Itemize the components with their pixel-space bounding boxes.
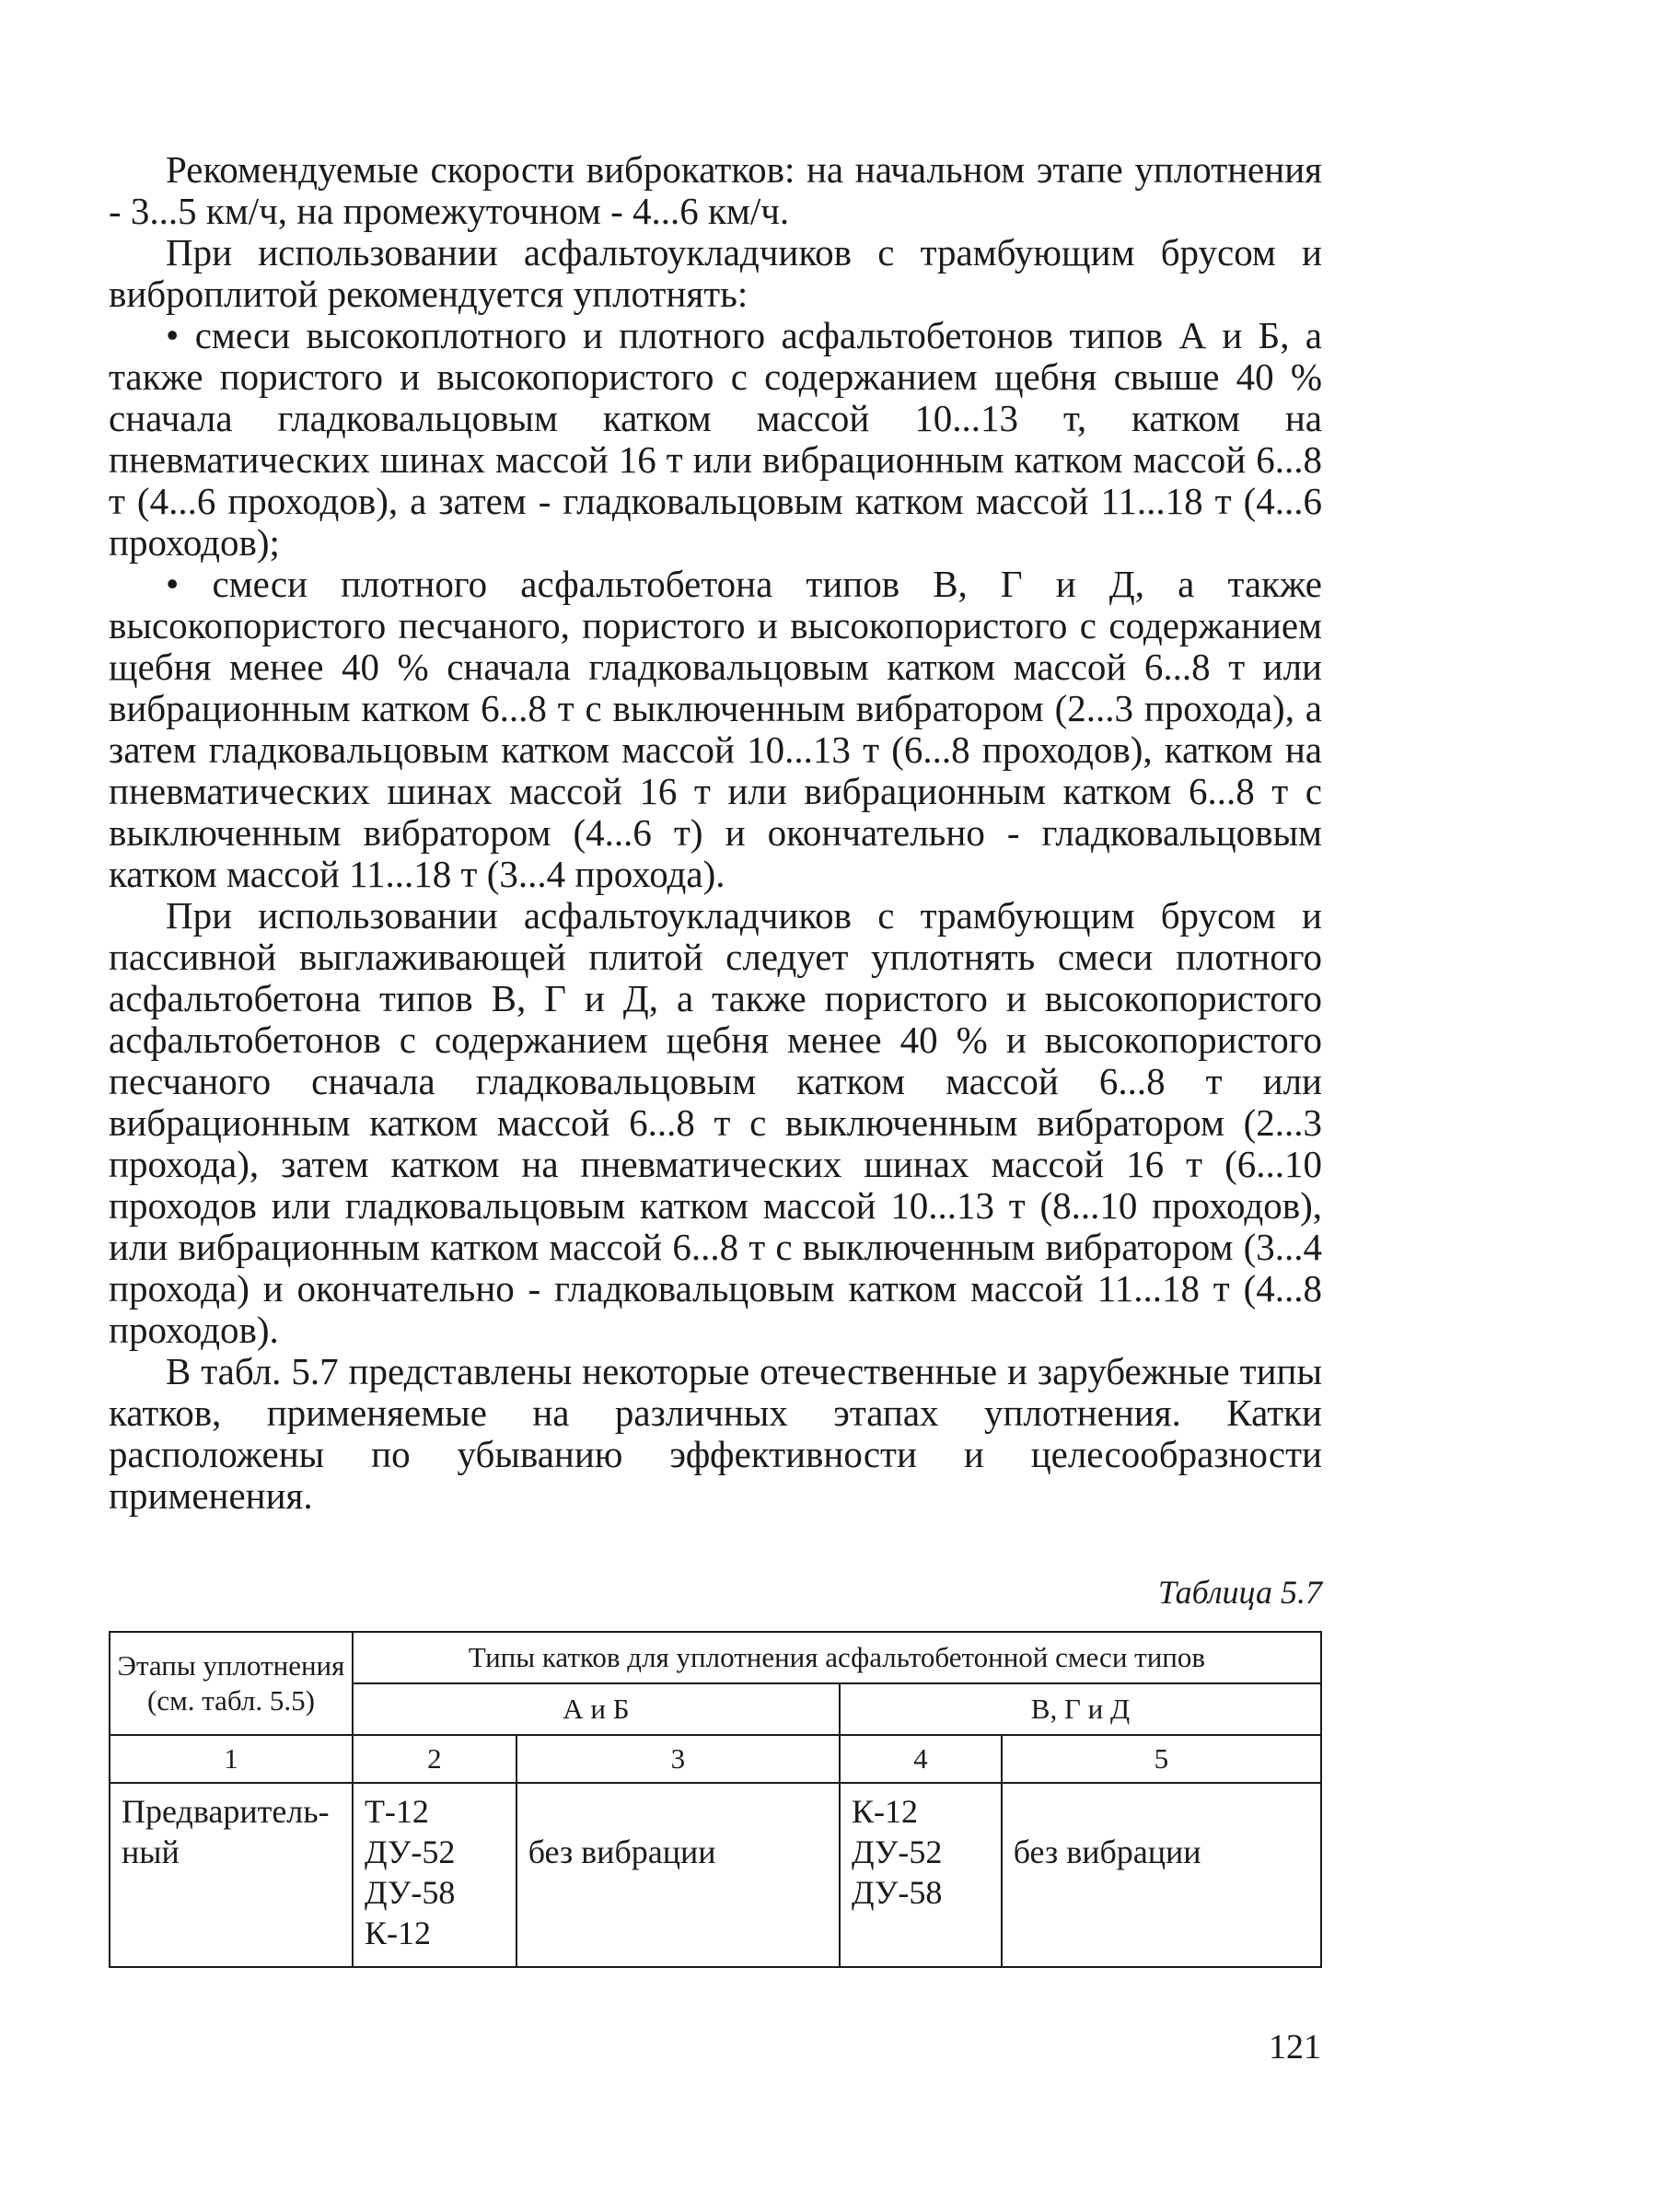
page-content [109,149,1322,1968]
column-number: 3 [516,1735,840,1783]
table-caption: Таблица 5.7 [1157,1574,1322,1611]
page-number: 121 [1269,2028,1321,2066]
header-group-ab: А и Б [353,1683,840,1735]
bullet-item: • смеси плотного асфальтобетона типов В, Г и Д, а также высокопористого песчаного, пористого и высокопористого с содержанием щебня менее 40 % сначала гладковальцовым катком массой 6...8 т или вибрационным катком 6...8 т с выключенным вибратором (2...3 прохода), а затем гладковальцовым катком массой 10...13 т (6...8 проходов), катком на пневматических шинах массой 16 т или вибрационным катком 6...8 т с выключенным вибратором (4...6 т) и окончательно - гладковальцовым катком массой 11...18 т (3...4 прохода). [109,563,1322,895]
paragraph: Рекомендуемые скорости виброкатков: на начальном этапе уплотнения - 3...5 км/ч, на промежуточном - 4...6 км/ч. [109,148,1322,232]
column-number: 2 [353,1735,516,1783]
paragraph: При использовании асфальтоукладчиков с трамбующим брусом и виброплитой рекомендуется уплотнять: [109,231,1322,315]
paragraph: В табл. 5.7 представлены некоторые отечественные и зарубежные типы катков, применяемые на различных этапах уплотнения. Катки расположены по убыванию эффективности и целесообразности применения. [109,1350,1322,1517]
bullet-item: • смеси высокоплотного и плотного асфальтобетонов типов А и Б, а также пористого и высокопористого с содержанием щебня свыше 40 % сначала гладковальцовым катком массой 10...13 т, катком на пневматических шинах массой 16 т или вибрационным катком массой 6...8 т (4...6 проходов), а затем - гладковальцовым катком массой 11...18 т (4...6 проходов); [109,314,1322,564]
column-number: 4 [840,1735,1002,1783]
vgd-roller-types: К-12 ДУ-52 ДУ-58 [840,1783,1002,1967]
stage-cell: Предваритель-ный [110,1783,353,1967]
vgd-vibration-mode: без вибрации [1002,1783,1321,1967]
header-roller-types: Типы катков для уплотнения асфальтобетонной смеси типов [353,1632,1321,1683]
paragraph: При использовании асфальтоукладчиков с трамбующим брусом и пассивной выглаживающей плитой следует уплотнять смеси плотного асфальтобетона типов В, Г и Д, а также пористого и высокопористого асфальтобетонов с содержанием щебня менее 40 % и высокопористого песчаного сначала гладковальцовым катком массой 6...8 т или вибрационным катком массой 6...8 т с выключенным вибратором (2...3 прохода), затем катком на пневматических шинах массой 16 т (6...10 проходов или гладковальцовым катком массой 10...13 т (8...10 проходов), или вибрационным катком массой 6...8 т с выключенным вибратором (3...4 прохода) и окончательно - гладковальцовым катком массой 11...18 т (4...8 проходов). [109,894,1322,1351]
rollers-table [109,1631,1322,1968]
header-group-vgd: В, Г и Д [840,1683,1321,1735]
ab-roller-types: Т-12 ДУ-52 ДУ-58 К-12 [353,1783,516,1967]
header-stage: Этапы уплотнения (см. табл. 5.5) [110,1632,353,1735]
ab-vibration-mode: без вибрации [516,1783,840,1967]
column-number: 1 [110,1735,353,1783]
table-row [110,1783,1321,1967]
column-number: 5 [1002,1735,1321,1783]
